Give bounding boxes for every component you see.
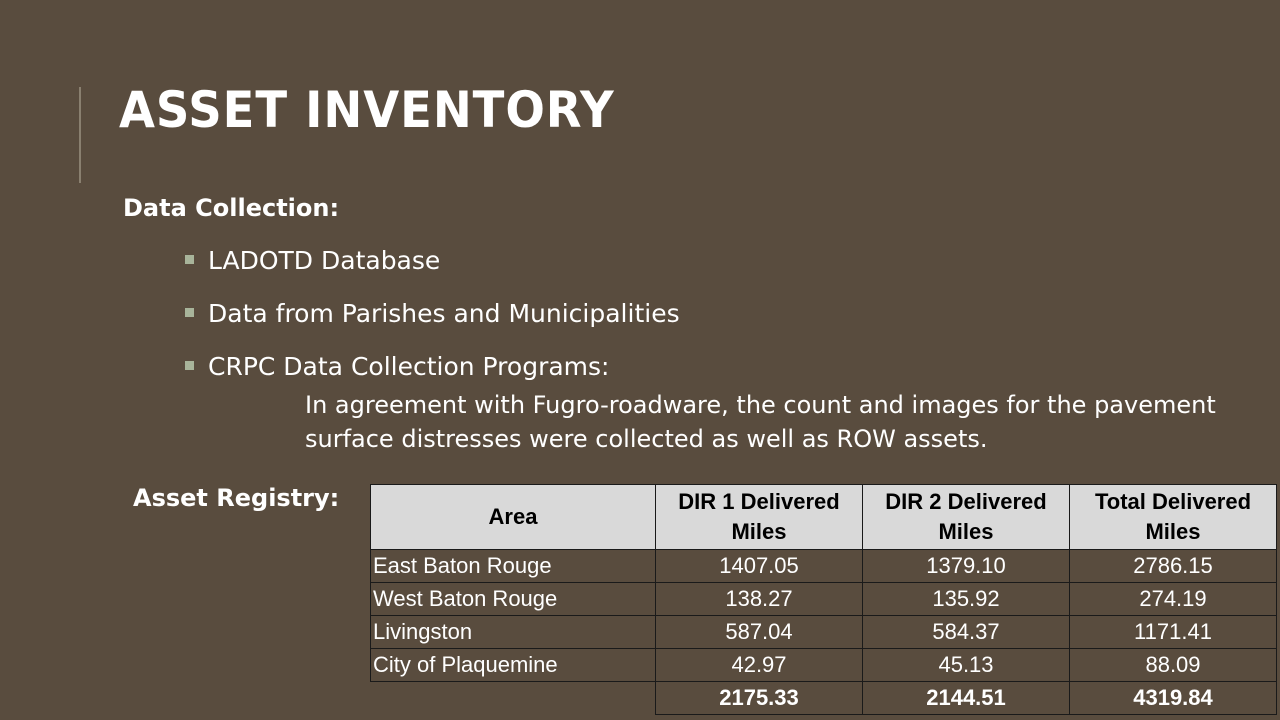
- cell-dir2: 135.92: [863, 583, 1070, 616]
- table-row: [371, 649, 1277, 682]
- cell-dir1: 1407.05: [656, 550, 863, 583]
- table-header-row: [371, 485, 1277, 550]
- header-total: Total Delivered Miles: [1070, 485, 1277, 550]
- bullet-item: [185, 245, 440, 277]
- cell-total: 274.19: [1070, 583, 1277, 616]
- page-title: ASSET INVENTORY: [119, 81, 615, 139]
- cell-dir1: 42.97: [656, 649, 863, 682]
- bullet-item: [185, 351, 609, 383]
- cell-area: East Baton Rouge: [371, 550, 656, 583]
- data-collection-label: Data Collection:: [123, 194, 340, 222]
- bullet-text: CRPC Data Collection Programs:: [208, 352, 610, 381]
- title-accent-bar: [79, 87, 81, 183]
- cell-total: 2786.15: [1070, 550, 1277, 583]
- crpc-description: In agreement with Fugro-roadware, the count and images for the pavement surface distresses were collected as well as ROW assets.: [305, 391, 1216, 453]
- cell-dir1: 587.04: [656, 616, 863, 649]
- bullet-text: Data from Parishes and Municipalities: [208, 299, 680, 328]
- cell-dir2: 45.13: [863, 649, 1070, 682]
- header-dir2: DIR 2 Delivered Miles: [863, 485, 1070, 550]
- cell-area: City of Plaquemine: [371, 649, 656, 682]
- cell-dir2: 1379.10: [863, 550, 1070, 583]
- cell-area: West Baton Rouge: [371, 583, 656, 616]
- header-dir1: DIR 1 Delivered Miles: [656, 485, 863, 550]
- total-all: 4319.84: [1070, 682, 1277, 715]
- table-row: [371, 616, 1277, 649]
- table-row: [371, 550, 1277, 583]
- cell-blank: [371, 682, 656, 715]
- square-bullet-icon: [185, 255, 194, 264]
- table-total-row: [371, 682, 1277, 715]
- cell-dir2: 584.37: [863, 616, 1070, 649]
- asset-registry-label: Asset Registry:: [133, 484, 340, 512]
- square-bullet-icon: [185, 308, 194, 317]
- cell-total: 1171.41: [1070, 616, 1277, 649]
- header-area: Area: [371, 485, 656, 550]
- table-row: [371, 583, 1277, 616]
- bullet-item: [185, 298, 680, 330]
- square-bullet-icon: [185, 361, 194, 370]
- cell-total: 88.09: [1070, 649, 1277, 682]
- bullet-text: LADOTD Database: [208, 246, 441, 275]
- total-dir2: 2144.51: [863, 682, 1070, 715]
- cell-dir1: 138.27: [656, 583, 863, 616]
- cell-area: Livingston: [371, 616, 656, 649]
- asset-registry-table: [370, 484, 1277, 715]
- total-dir1: 2175.33: [656, 682, 863, 715]
